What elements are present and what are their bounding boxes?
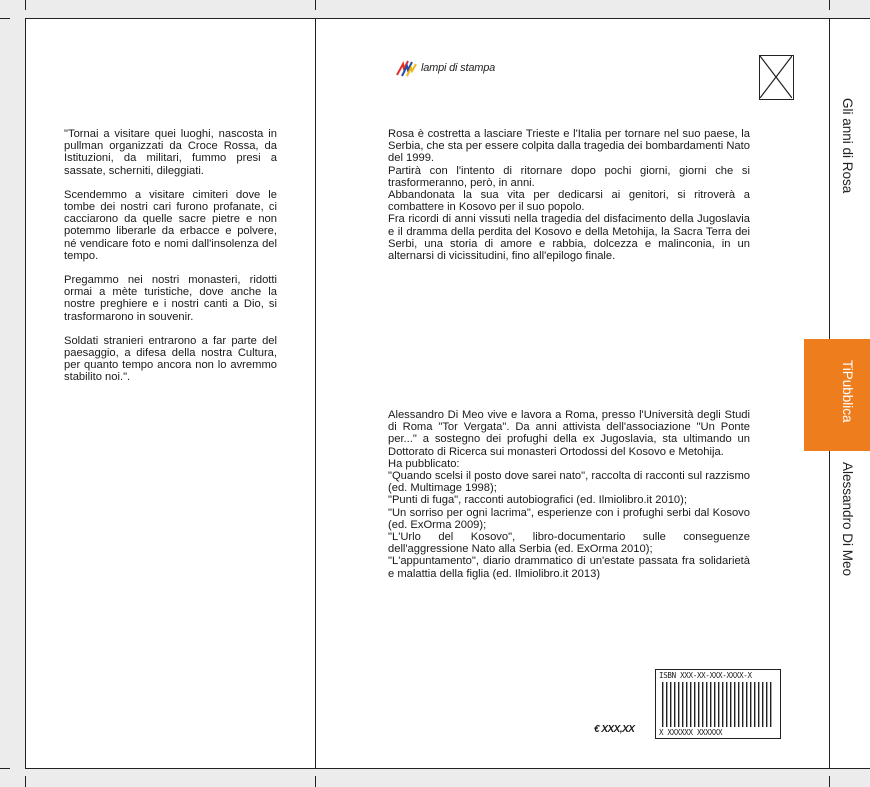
- crop-mark: [829, 776, 830, 787]
- spine-publisher-band: [804, 339, 870, 451]
- bio-line: "Punti di fuga", racconti autobiografici (ed. Ilmiolibro.it 2010);: [388, 494, 687, 507]
- crop-mark: [25, 0, 26, 10]
- synopsis-paragraph: Rosa è costretta a lasciare Trieste e l'Italia per tornare nel suo paese, la Serbia, che sta per essere colpita dalla tragedia dei bombardamenti Nato del 1999.: [388, 128, 750, 165]
- cross-icon: [760, 56, 792, 98]
- isbn-barcode: [655, 669, 781, 739]
- bio-line: "L'appuntamento", diario drammatico di un'estate passata fra solidarietà e malattia della figlia (ed. Ilmiolibro.it 2013): [388, 555, 750, 580]
- lightning-logo-icon: [396, 59, 418, 77]
- price-label: € XXX,XX: [594, 724, 635, 735]
- image-placeholder: [759, 55, 794, 100]
- spine-author: Alessandro Di Meo: [840, 462, 855, 577]
- bio-line: "Quando scelsi il posto dove sarei nato", raccolta di racconti sul razzismo (ed. Multimage 1998);: [388, 470, 750, 495]
- synopsis-paragraph: Partirà con l'intento di ritornare dopo pochi giorni, giorni che si trasformeranno, però, in anni.: [388, 164, 750, 189]
- crop-mark: [0, 768, 10, 769]
- crop-mark: [25, 776, 26, 787]
- crop-mark: [829, 0, 830, 10]
- bio-line: "Un sorriso per ogni lacrima", esperienze con i profughi serbi dal Kosovo (ed. ExOrma 2009);: [388, 506, 750, 531]
- synopsis-paragraph: Abbandonata la sua vita per dedicarsi ai genitori, si ritroverà a combattere in Kosovo per il suo popolo.: [388, 189, 750, 214]
- publisher-logo-text: lampi di stampa: [421, 62, 496, 74]
- publisher-logo: [396, 59, 495, 77]
- spine-publisher: TiPubblica: [840, 360, 855, 423]
- spine-title: Gli anni di Rosa: [840, 98, 855, 194]
- quote-paragraph: Pregammo nei nostri monasteri, ridotti ormai a mète turistiche, dove anche la nostre preghiere e i nostri canti a Dio, si trasformarono in souvenir.: [64, 274, 277, 323]
- quote-paragraph: Soldati stranieri entrarono a far parte del paesaggio, a difesa della nostra Cultura, per quanto tempo ancora non lo avremmo stabilito noi.".: [64, 334, 277, 384]
- synopsis: [388, 128, 750, 262]
- bio-line: "L'Urlo del Kosovo", libro-documentario sulle conseguenze dell'aggressione Nato alla Serbia (ed. ExOrma 2010);: [388, 531, 750, 556]
- isbn-text: ISBN XXX-XX-XXX-XXXX-X: [659, 671, 752, 680]
- author-bio: [388, 409, 750, 580]
- barcode-bars: [660, 682, 775, 727]
- back-cover-quote: [64, 128, 277, 396]
- crop-mark: [0, 18, 10, 19]
- synopsis-paragraph: Fra ricordi di anni vissuti nella tragedia del disfacimento della Jugoslavia e il dramma della perdita del Kosovo e della Metohija, la Sacra Terra dei Serbi, una storia di amore e rabbia, dolcezza e malinconia, in un alternarsi di vicissitudini, fino all'epilogo finale.: [388, 213, 750, 263]
- bio-line: Ha pubblicato:: [388, 457, 460, 470]
- quote-paragraph: "Tornai a visitare quei luoghi, nascosta in pullman organizzati da Croce Rossa, da Istituzioni, da militari, fummo presi a sassate, scherniti, dileggiati.: [64, 128, 277, 177]
- bio-paragraph: Alessandro Di Meo vive e lavora a Roma, presso l'Università degli Studi di Roma "Tor Vergata". Da anni attivista dell'associazione "Un Ponte per..." a sostegno dei profughi della ex Jugoslavia, sta ultimando un Dottorato di Ricerca sui monasteri Ortodossi del Kosovo e Metohija.: [388, 409, 750, 458]
- barcode-digits: X XXXXXX XXXXXX: [659, 728, 723, 737]
- crop-mark: [315, 0, 316, 10]
- panel-divider: [315, 18, 316, 769]
- quote-paragraph: Scendemmo a visitare cimiteri dove le tombe dei nostri cari furono profanate, ci cacciarono da quelle sacre pietre e non potemmo liberarle da erbacce e polvere, né vendicare foto e nomi dall'insolenza del tempo.: [64, 188, 277, 262]
- crop-mark: [315, 776, 316, 787]
